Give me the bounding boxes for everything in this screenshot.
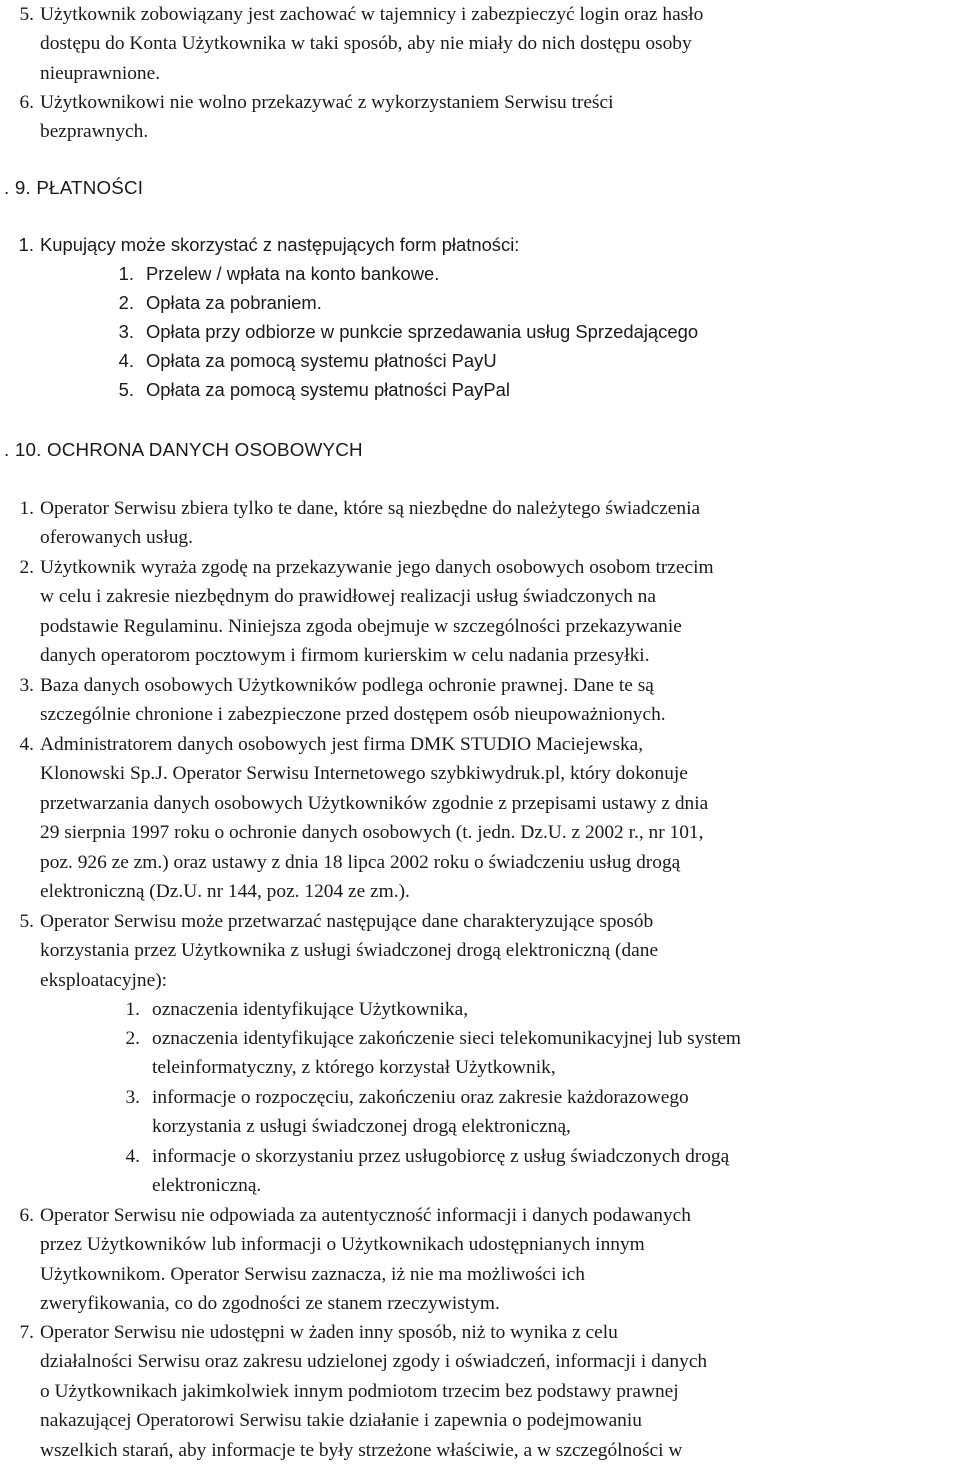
item-text: Kupujący może skorzystać z następujących form płatności: <box>40 234 520 255</box>
item-text: Użytkownikowi nie wolno przekazywać z wykorzystaniem Serwisu treści bezprawnych. <box>40 92 614 143</box>
item-number: 6. <box>19 92 34 113</box>
section-heading-ochrona-danych: . 10. OCHRONA DANYCH OSOBOWYCH <box>4 439 363 460</box>
item-number: 1. <box>18 234 34 255</box>
item-number: 5. <box>19 4 34 25</box>
item-text: Użytkownik zobowiązany jest zachować w tajemnicy i zabezpieczyć login oraz hasło dostępu do Konta Użytkownika w taki sposób, aby nie miały do nich dostępu osoby nieuprawnione. <box>40 4 704 84</box>
section-heading-platnosci: . 9. PŁATNOŚCI <box>4 177 144 198</box>
